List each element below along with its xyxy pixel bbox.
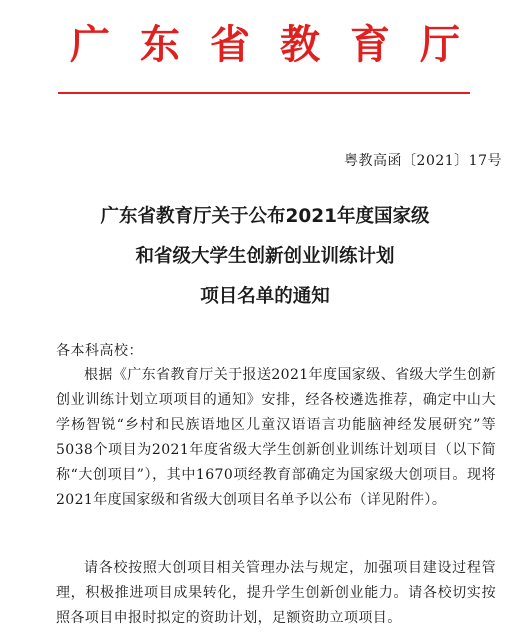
body-paragraph-2: 请各校按照大创项目相关管理办法与规定，加强项目建设过程管理，积极推进项目成果转化，提升学生创新创业能力。请各校切实按照各项目申报时拟定的资助计划，足额资助立项项目。 bbox=[56, 560, 496, 626]
notice-title-line-2: 和省级大学生创新创业训练计划 bbox=[135, 246, 395, 267]
letterhead-red-rule bbox=[58, 92, 470, 94]
document-number: 粤教高函〔2021〕17号 bbox=[344, 153, 502, 169]
body-paragraph-1: 根据《广东省教育厅关于报送2021年度国家级、省级大学生创新创业训练计划立项项目的通知》安排，经各校遴选推荐，确定中山大学杨智锐“乡村和民族语地区儿童汉语语言功能脑神经发展研究”等5038个项目为2021年度省级大学生创新创业训练计划项目（以下简称“大创项目”），其中1670项经教育部确定为国家级大创项目。现将2021年度国家级和省级大创项目名单予以公布（详见附件）。 bbox=[56, 367, 496, 508]
notice-title-line-3: 项目名单的通知 bbox=[200, 286, 330, 307]
letterhead-title: 广东省教育厅 bbox=[70, 21, 490, 68]
salutation: 各本科高校： bbox=[56, 343, 143, 359]
notice-title-line-1: 广东省教育厅关于公布2021年度国家级 bbox=[100, 206, 430, 227]
